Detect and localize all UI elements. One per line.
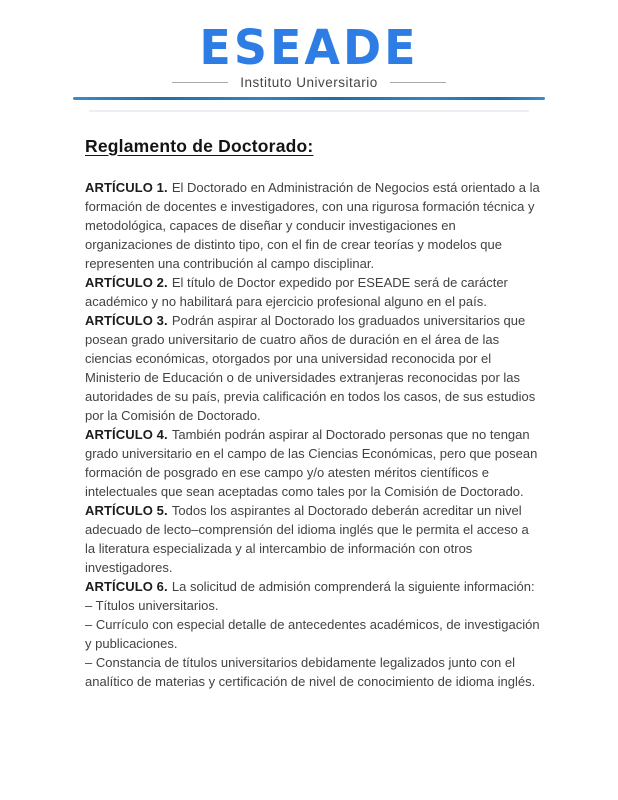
article-2-text: El título de Doctor expedido por ESEADE será de carácter académico y no habilitará para ejercicio profesional alguno en el país. [85,274,508,309]
article-2-label: ARTÍCULO 2. [85,274,168,290]
article-4-text: También podrán aspirar al Doctorado personas que no tengan grado universitario en el campo de las Ciencias Económicas, pero que posean formación de posgrado en ese campo y/o atesten méritos científicos e intelectuales que sean aceptadas como tales por la Comisión de Doctorado. [85,426,538,499]
article-6 [85,577,540,596]
article-5 [85,501,540,577]
institute-subtitle: Instituto Universitario [240,74,378,90]
article-5-label: ARTÍCULO 5. [85,502,168,518]
letterhead-subtitle-row [0,75,618,90]
header-divider [73,97,545,100]
letterhead [0,0,618,112]
article-1-text: El Doctorado en Administración de Negocios está orientado a la formación de docentes e investigadores, con una rigurosa formación técnica y metodológica, capaces de diseñar y conducir investigaciones en organizaciones de distinto tipo, con el fin de crear teorías y modelos que representen una contribución al campo disciplinar. [85,179,540,271]
page-title: Reglamento de Doctorado: [85,135,314,156]
subtitle-right-rule [390,82,446,83]
article-6-item-3: – Constancia de títulos universitarios debidamente legalizados junto con el analítico de materias y certificación de nivel de conocimiento de idioma inglés. [85,654,536,689]
article-1-label: ARTÍCULO 1. [85,179,168,195]
article-1 [85,178,540,273]
article-4-label: ARTÍCULO 4. [85,426,168,442]
article-6-item-2: – Currículo con especial detalle de antecedentes académicos, de investigación y publicaciones. [85,616,540,651]
eseade-logo: ESEADE [199,18,419,76]
article-4 [85,425,540,501]
article-6-item-1: – Títulos universitarios. [85,597,219,613]
article-6-text: La solicitud de admisión comprenderá la siguiente información: [171,578,535,594]
article-5-text: Todos los aspirantes al Doctorado deberán acreditar un nivel adecuado de lecto–comprensión del idioma inglés que le permita el acceso a la literatura especializada y al intercambio de información con otros investigadores. [85,502,529,575]
article-3 [85,311,540,425]
article-2 [85,273,540,311]
article-3-text: Podrán aspirar al Doctorado los graduados universitarios que posean grado universitario de cuatro años de duración en el área de las ciencias económicas, otorgados por una universidad reconocida por el Ministerio de Educación o de universidades extranjeras reconocidas por las autoridades de su país, previa calificación en todos los casos, de sus estudios por la Comisión de Doctorado. [85,312,536,423]
subtitle-left-rule [172,82,228,83]
document-body [85,136,540,691]
article-3-label: ARTÍCULO 3. [85,312,168,328]
header-divider-shadow [89,110,529,112]
article-6-label: ARTÍCULO 6. [85,578,168,594]
